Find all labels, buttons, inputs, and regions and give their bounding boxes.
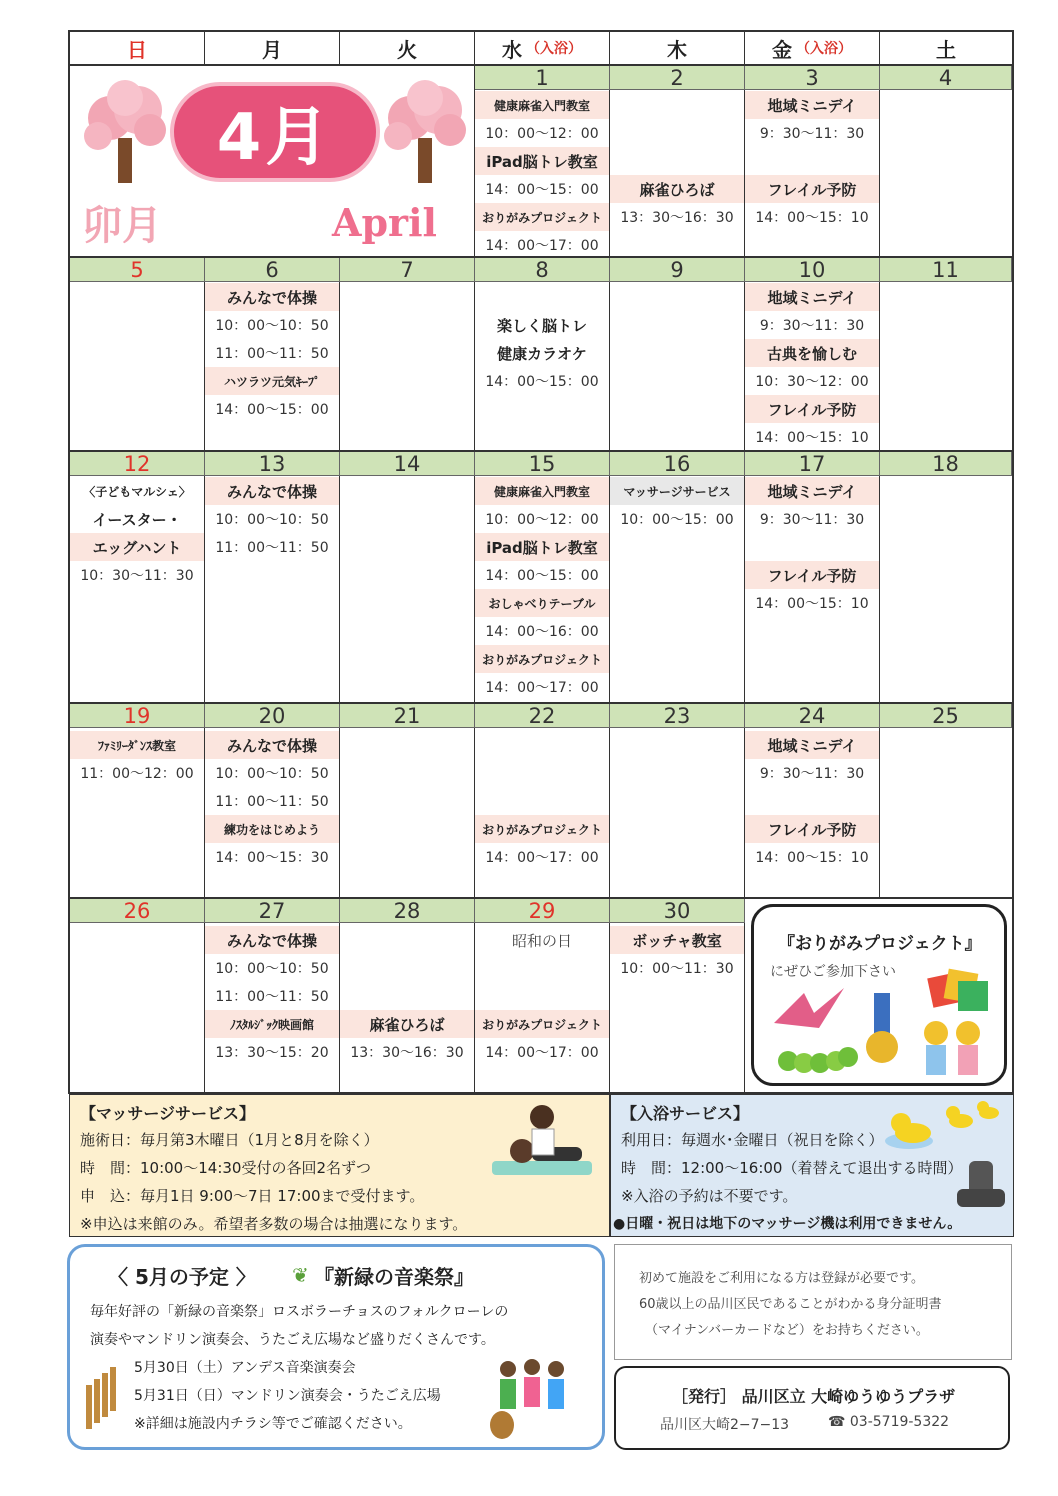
- day-number: 30: [610, 899, 745, 923]
- event-title: iPad脳トレ教室: [475, 147, 609, 175]
- weekday-mon: [205, 32, 340, 66]
- event-title: 地域ミニデイ: [745, 477, 879, 505]
- choir-icon: [488, 1355, 588, 1445]
- event-time: 10：00〜10：50: [215, 318, 329, 334]
- event-time: 14：00〜16：00: [485, 624, 599, 640]
- day-number: 1: [475, 66, 610, 90]
- event-title: 麻雀ひろば: [610, 175, 744, 203]
- event-time: 11：00〜11：50: [215, 989, 329, 1005]
- day-number: 27: [205, 899, 340, 923]
- may-event: 5月31日（日）マンドリン演奏会・うたごえ広場: [134, 1388, 441, 1404]
- pan-flute-icon: [82, 1365, 132, 1435]
- event-title: 〈子どもマルシェ〉: [83, 484, 191, 499]
- month-label: 4月: [216, 101, 334, 175]
- event-time: 9：30〜11：30: [759, 126, 865, 142]
- origami-title: 『おりがみプロジェクト』: [778, 934, 982, 954]
- weekday-wed: [475, 32, 610, 66]
- event-time: 10：00〜15：00: [620, 512, 734, 528]
- event-time: 14：00〜17：00: [485, 238, 599, 254]
- bath-note: （入浴）: [526, 41, 582, 57]
- event-title: おりがみプロジェクト: [475, 815, 609, 843]
- event-title: 健康麻雀入門教室: [475, 91, 609, 119]
- event-title: みんなで体操: [205, 731, 339, 759]
- may-festival-title: 『新緑の音楽祭』: [314, 1265, 474, 1289]
- day-number: 11: [880, 258, 1012, 282]
- cherry-tree-left-icon: [80, 78, 170, 188]
- event-title: ﾌｧﾐﾘｰﾀﾞﾝｽ教室: [70, 731, 204, 759]
- bath-info-title: 【入浴サービス】: [621, 1104, 750, 1123]
- event-title: おりがみプロジェクト: [475, 203, 609, 231]
- event-time: 11：00〜11：50: [215, 794, 329, 810]
- may-description: 演奏やマンドリン演奏会、うたごえ広場など盛りだくさんです。: [90, 1332, 495, 1348]
- weekday-label: 火: [397, 37, 417, 62]
- event-title: フレイル予防: [745, 815, 879, 843]
- event-title: フレイル予防: [745, 395, 879, 423]
- event-title: みんなで体操: [205, 477, 339, 505]
- event-time: 11：00〜11：50: [215, 346, 329, 362]
- medal-icon: [862, 993, 902, 1071]
- event-time: 10：30〜12：00: [755, 374, 869, 390]
- event-time: 10：00〜10：50: [215, 512, 329, 528]
- column-line: [339, 256, 340, 1092]
- event-title: 麻雀ひろば: [340, 1010, 474, 1038]
- event-time: 9：30〜11：30: [759, 766, 865, 782]
- weekday-label: 水: [502, 37, 522, 62]
- event-title: おりがみプロジェクト: [475, 1010, 609, 1038]
- day-number: 4: [880, 66, 1012, 90]
- event-title: ボッチャ教室: [610, 926, 744, 954]
- event-time: 14：00〜15：00: [485, 374, 599, 390]
- day-number: 2: [610, 66, 745, 90]
- day-number: 9: [610, 258, 745, 282]
- registration-notice: [614, 1244, 1012, 1360]
- bath-info-line: 利用日：毎週水･金曜日（祝日を除く）: [621, 1131, 884, 1149]
- event-time: 14：00〜15：30: [215, 850, 329, 866]
- bath-info-line: ●日曜・祝日は地下のマッサージ機は利用できません。: [613, 1216, 962, 1232]
- event-time: 10：30〜11：30: [80, 568, 194, 584]
- month-badge: [170, 82, 380, 182]
- children-icon: [918, 1017, 988, 1087]
- event-title: みんなで体操: [205, 283, 339, 311]
- weekday-label: 土: [936, 37, 956, 62]
- origami-subtitle: にぜひご参加下さい: [770, 964, 896, 980]
- weekday-thu: [610, 32, 745, 66]
- may-description: 毎年好評の「新緑の音楽祭」ロスボラーチョスのフォルクローレの: [90, 1304, 509, 1320]
- event-time: 10：00〜11：30: [620, 961, 734, 977]
- event-title: マッサージサービス: [610, 477, 744, 505]
- day-number: 21: [340, 704, 475, 728]
- registration-line: 60歳以上の品川区民であることがわかる身分証明書: [639, 1297, 942, 1312]
- may-title: 〈 5月の予定 〉: [108, 1265, 256, 1289]
- event-time: 14：00〜15：10: [755, 210, 869, 226]
- event-title: iPad脳トレ教室: [475, 533, 609, 561]
- massage-chair-icon: [951, 1159, 1011, 1219]
- day-number: 7: [340, 258, 475, 282]
- month-kanji: 卯月: [82, 203, 162, 249]
- day-number: 24: [745, 704, 880, 728]
- day-number: 3: [745, 66, 880, 90]
- day-number: 15: [475, 452, 610, 476]
- bath-note: （入浴）: [796, 41, 852, 57]
- weekday-sat: [880, 32, 1012, 66]
- may-schedule: [67, 1244, 605, 1450]
- massage-info-line: 施術日：毎月第3木曜日（1月と8月を除く）: [80, 1131, 379, 1149]
- weekday-label: 木: [667, 37, 687, 62]
- april-banner: [70, 66, 474, 256]
- day-number: 14: [340, 452, 475, 476]
- day-number: 18: [880, 452, 1012, 476]
- event-title: 古典を愉しむ: [745, 339, 879, 367]
- bath-info-line: ※入浴の予約は不要です。: [621, 1187, 798, 1205]
- massage-info-line: 申 込：毎月1日 9:00〜7日 17:00まで受付ます。: [80, 1187, 425, 1205]
- massage-info: [69, 1094, 610, 1237]
- day-number: 22: [475, 704, 610, 728]
- event-time: 14：00〜15：00: [485, 182, 599, 198]
- day-number: 28: [340, 899, 475, 923]
- weekday-tue: [340, 32, 475, 66]
- event-title: イースター・: [92, 510, 182, 529]
- day-number: 12: [70, 452, 205, 476]
- event-title: 地域ミニデイ: [745, 283, 879, 311]
- event-title: ﾉｽﾀﾙｼﾞｯｸ映画館: [205, 1010, 339, 1038]
- day-number: 5: [70, 258, 205, 282]
- may-event: 5月30日（土）アンデス音楽演奏会: [134, 1360, 356, 1376]
- weekday-label: 日: [127, 37, 147, 62]
- event-title: 地域ミニデイ: [745, 731, 879, 759]
- event-title: 地域ミニデイ: [745, 91, 879, 119]
- day-number: 19: [70, 704, 205, 728]
- event-title: 昭和の日: [511, 931, 572, 950]
- event-time: 11：00〜11：50: [215, 540, 329, 556]
- bath-info-line: 時 間：12:00〜16:00（着替えて退出する時間）: [621, 1159, 963, 1177]
- month-english: April: [332, 200, 437, 245]
- event-title: フレイル予防: [745, 175, 879, 203]
- massage-info-title: 【マッサージサービス】: [80, 1104, 256, 1123]
- massage-info-line: ※申込は来館のみ。希望者多数の場合は抽選になります。: [80, 1215, 468, 1233]
- may-note: ※詳細は施設内チラシ等でご確認ください。: [134, 1416, 412, 1432]
- event-title: みんなで体操: [205, 926, 339, 954]
- day-number: 29: [475, 899, 610, 923]
- publisher-address: 品川区大崎2−7−13: [660, 1417, 790, 1433]
- event-title: フレイル予防: [745, 561, 879, 589]
- publisher-box: [614, 1366, 1010, 1450]
- event-time: 14：00〜15：10: [755, 596, 869, 612]
- cherry-tree-right-icon: [380, 78, 470, 188]
- day-number: 25: [880, 704, 1012, 728]
- event-time: 14：00〜15：10: [755, 850, 869, 866]
- publisher-label: ［発行］ 品川区立 大崎ゆうゆうプラザ: [672, 1387, 956, 1406]
- paper-crane-icon: [774, 983, 844, 1033]
- day-number: 23: [610, 704, 745, 728]
- rubber-duck-icon: [879, 1097, 1009, 1157]
- day-number: 6: [205, 258, 340, 282]
- event-time: 13：30〜16：30: [350, 1045, 464, 1061]
- event-title: 健康カラオケ: [497, 344, 587, 363]
- weekday-fri: [745, 32, 880, 66]
- event-time: 14：00〜17：00: [485, 680, 599, 696]
- day-number: 20: [205, 704, 340, 728]
- day-number: 10: [745, 258, 880, 282]
- event-time: 14：00〜17：00: [485, 850, 599, 866]
- event-time: 14：00〜17：00: [485, 1045, 599, 1061]
- event-time: 11：00〜12：00: [80, 766, 194, 782]
- weekday-label: 金: [772, 37, 792, 62]
- event-time: 13：30〜15：20: [215, 1045, 329, 1061]
- event-title: おしゃべりテーブル: [475, 589, 609, 617]
- day-number: 16: [610, 452, 745, 476]
- event-title: 練功をはじめよう: [205, 815, 339, 843]
- event-title: 楽しく脳トレ: [496, 316, 587, 335]
- bath-info: [610, 1094, 1014, 1237]
- event-title: 健康麻雀入門教室: [475, 477, 609, 505]
- event-time: 10：00〜12：00: [485, 512, 599, 528]
- day-number: 17: [745, 452, 880, 476]
- event-time: 14：00〜15：10: [755, 430, 869, 446]
- event-time: 10：00〜10：50: [215, 766, 329, 782]
- registration-line: （マイナンバーカードなど）をお持ちください。: [645, 1323, 929, 1338]
- day-number: 8: [475, 258, 610, 282]
- column-line: [879, 66, 880, 898]
- weekday-sun: [70, 32, 205, 66]
- event-time: 9：30〜11：30: [759, 318, 865, 334]
- origami-paper-icon: [922, 967, 992, 1017]
- event-title: おりがみプロジェクト: [475, 645, 609, 673]
- massage-info-line: 時 間：10:00〜14:30受付の各回2名ずつ: [80, 1159, 371, 1177]
- origami-box: [751, 904, 1007, 1086]
- registration-line: 初めて施設をご利用になる方は登録が必要です。: [639, 1271, 924, 1286]
- event-time: 13：30〜16：30: [620, 210, 734, 226]
- event-time: 9：30〜11：30: [759, 512, 865, 528]
- event-time: 10：00〜12：00: [485, 126, 599, 142]
- day-number: 26: [70, 899, 205, 923]
- event-title: ハツラツ元気ｷｰﾌﾟ: [205, 367, 339, 395]
- weekday-label: 月: [262, 37, 282, 62]
- leaf-icon: ❦: [292, 1263, 309, 1287]
- event-title: エッグハント: [70, 533, 204, 561]
- event-time: 14：00〜15：00: [485, 568, 599, 584]
- massage-illustration-icon: [482, 1101, 602, 1201]
- caterpillar-icon: [778, 1039, 858, 1079]
- publisher-tel: ☎ 03-5719-5322: [828, 1414, 950, 1430]
- event-time: 14：00〜15：00: [215, 402, 329, 418]
- event-time: 10：00〜10：50: [215, 961, 329, 977]
- day-number: 13: [205, 452, 340, 476]
